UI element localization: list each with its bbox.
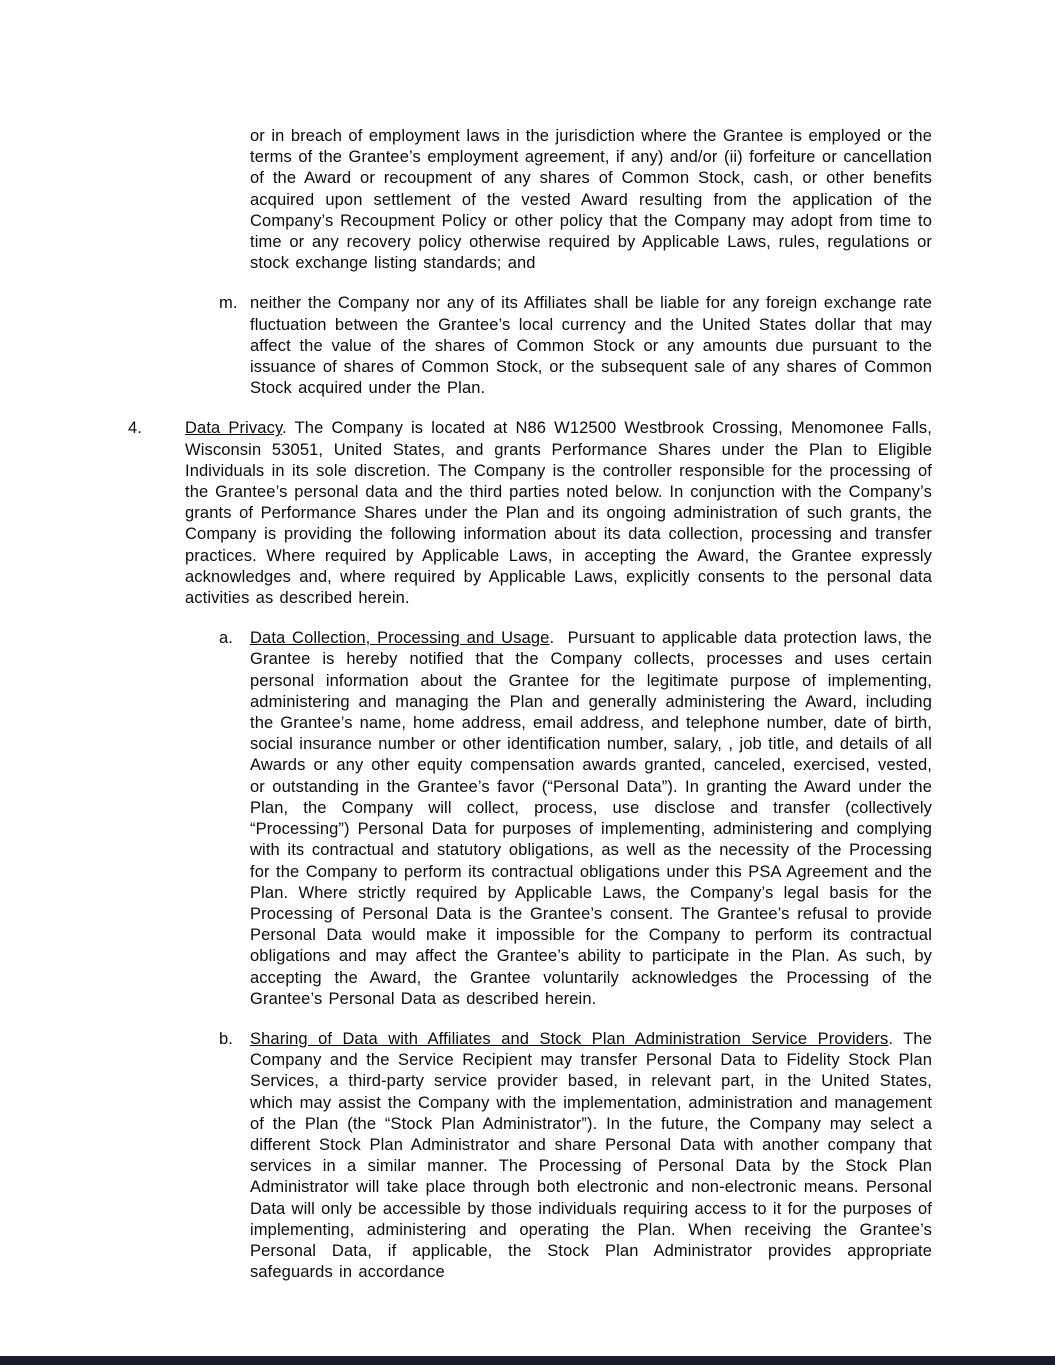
clause-continuation: or in breach of employment laws in the jurisdiction where the Grantee is employed or the terms of the Grantee’s employment agreement, if any) and/or (ii) forfeiture or cancellation of the Award or recoupment of any shares of Common Stock, cash, or other benefits acquired upon settlement of the vested Award resulting from the application of the Company’s Recoupment Policy or other policy that the Company may adopt from time to time or any recovery policy otherwise required by Applicable Laws, rules, regulations or stock exchange listing standards; and bbox=[250, 127, 932, 273]
clause-m-marker: m. bbox=[219, 294, 238, 313]
clause-m: m. neither the Company nor any of its Affiliates shall be liable for any foreign exchange rate fluctuation between the Grantee’s local currency and the United States dollar that may affect the value of the shares of Common Stock or any amounts due pursuant to the issuance of shares of Common Stock, or the subsequent sale of any shares of Common Stock acquired under the Plan. bbox=[219, 294, 932, 398]
clause-4a-data-collection: a. Data Collection, Processing and Usage. Pursuant to applicable data protection laws, the Grantee is hereby notified that the Company collects, processes and uses certain personal information about the Grantee for the legitimate purpose of implementing, administering and managing the Plan and generally administering the Award, including the Grantee’s name, home address, email address, and telephone number, date of birth, social insurance number or other identification number, salary, , job title, and details of all Awards or any other equity compensation awards granted, canceled, exercised, vested, or outstanding in the Grantee’s favor (“Personal Data”). In granting the Award under the Plan, the Company will collect, process, use disclose and transfer (collectively “Processing”) Personal Data for purposes of implementing, administering and complying with its contractual and statutory obligations, as well as the necessity of the Processing for the Company to perform its contractual obligations under this PSA Agreement and the Plan. Where strictly required by Applicable Laws, the Company’s legal basis for the Processing of Personal Data is the Grantee’s consent. The Grantee’s refusal to provide Personal Data would make it impossible for the Company to perform its contractual obligations and may affect the Grantee’s ability to participate in the Plan. As such, by accepting the Award, the Grantee voluntarily acknowledges the Processing of the Grantee’s Personal Data as described herein. bbox=[219, 629, 932, 1008]
document-body bbox=[128, 126, 932, 1302]
clause-4a-data-collection-marker: a. bbox=[219, 629, 234, 648]
bottom-bar bbox=[0, 1356, 1055, 1365]
clause-4b-data-sharing-marker: b. bbox=[219, 1029, 234, 1048]
section-4-data-privacy: 4. Data Privacy. The Company is located at N86 W12500 Westbrook Crossing, Menomonee Falls, Wisconsin 53051, United States, and grants Performance Shares under the Plan to Eligible Individuals in its sole discretion. The Company is the controller responsible for the processing of the Grantee’s personal data and the third parties noted below. In conjunction with the Company’s grants of Performance Shares under the Plan and its ongoing administration of such grants, the Company is providing the following information about its data collection, processing and transfer practices. Where required by Applicable Laws, in accepting the Award, the Grantee expressly acknowledges and, where required by Applicable Laws, explicitly consents to the personal data activities as described herein. bbox=[128, 419, 932, 608]
section-4-data-privacy-heading: Data Privacy bbox=[185, 419, 283, 438]
section-4-data-privacy-marker: 4. bbox=[128, 419, 143, 438]
clause-4a-data-collection-heading: Data Collection, Processing and Usage bbox=[250, 629, 550, 648]
clause-4b-data-sharing-heading: Sharing of Data with Affiliates and Stock Plan Administration Service Providers bbox=[250, 1029, 889, 1048]
clause-4b-data-sharing: b. Sharing of Data with Affiliates and Stock Plan Administration Service Providers. The Company and the Service Recipient may transfer Personal Data to Fidelity Stock Plan Services, a third-party service provider based, in relevant part, in the United States, which may assist the Company with the implementation, administration and management of the Plan (the “Stock Plan Administrator”). In the future, the Company may select a different Stock Plan Administrator and share Personal Data with another company that services in a similar manner. The Processing of Personal Data by the Stock Plan Administrator will take place through both electronic and non-electronic means. Personal Data will only be accessible by those individuals requiring access to it for the purposes of implementing, administering and operating the Plan. When receiving the Grantee’s Personal Data, if applicable, the Stock Plan Administrator provides appropriate safeguards in accordance bbox=[219, 1029, 932, 1282]
